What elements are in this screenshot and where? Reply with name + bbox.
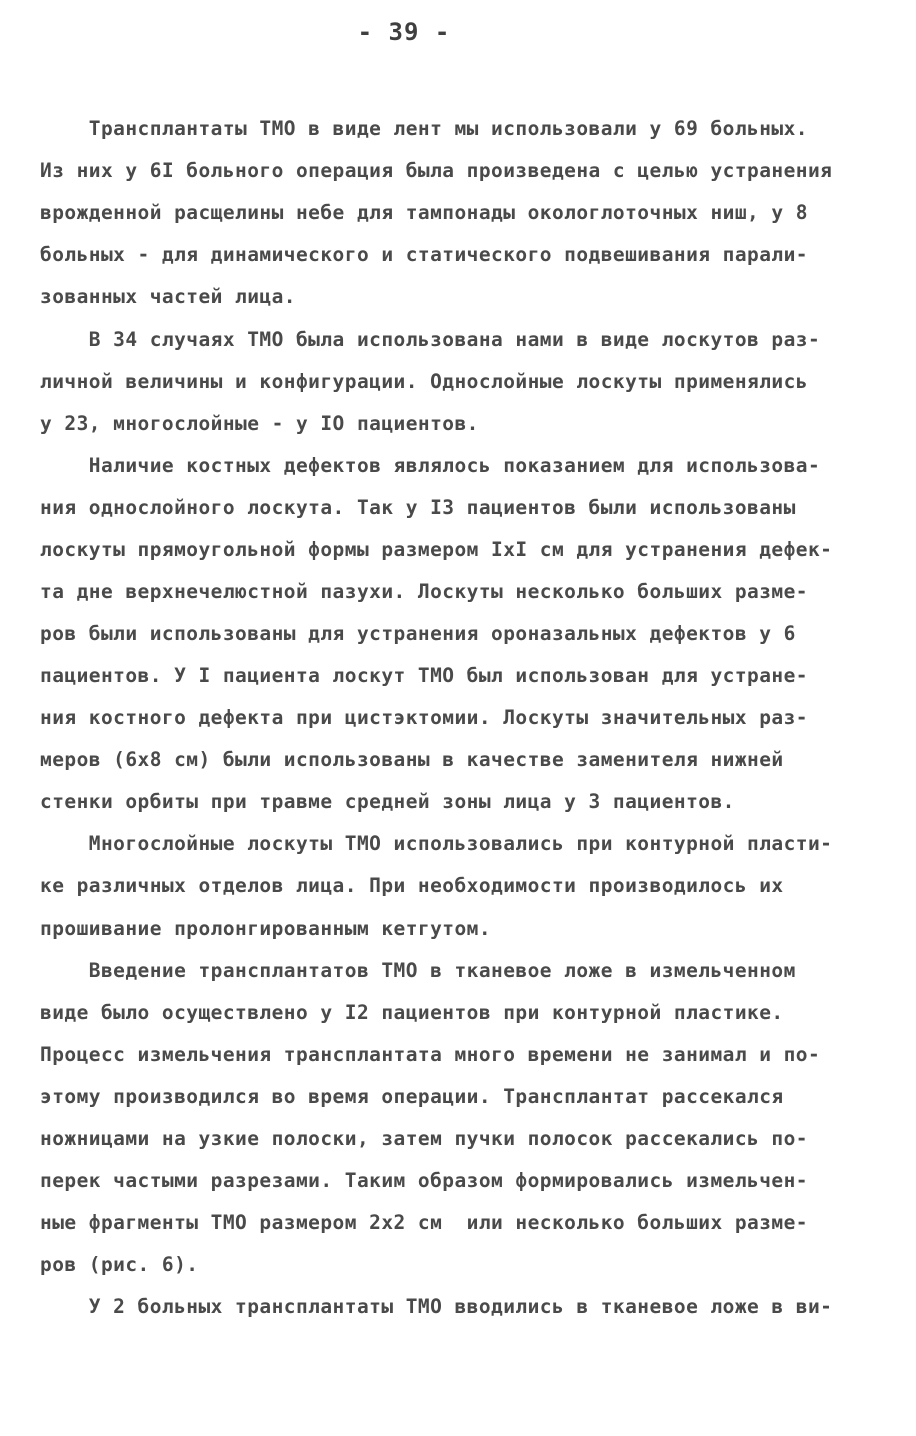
text-line: Из них у 6I больного операция была произведена с целью устранения <box>40 159 833 182</box>
text-line: ния костного дефекта при цистэктомии. Лоскуты значительных раз- <box>40 706 808 729</box>
text-line: больных - для динамического и статического подвешивания парали- <box>40 243 808 266</box>
text-line: та дне верхнечелюстной пазухи. Лоскуты несколько больших разме- <box>40 580 808 603</box>
text-line: Трансплантаты ТМО в виде лент мы использовали у 69 больных. <box>40 117 808 140</box>
text-line: стенки орбиты при травме средней зоны лица у 3 пациентов. <box>40 790 735 813</box>
text-line: ке различных отделов лица. При необходимости производилось их <box>40 874 784 897</box>
text-line: ные фрагменты ТМО размером 2х2 см или несколько больших разме- <box>40 1211 808 1234</box>
text-line: Многослойные лоскуты ТМО использовались при контурной пласти- <box>40 832 833 855</box>
text-line: меров (6х8 см) были использованы в качестве заменителя нижней <box>40 748 784 771</box>
text-line: У 2 больных трансплантаты ТМО вводились в тканевое ложе в ви- <box>40 1295 833 1318</box>
text-line: пациентов. У I пациента лоскут ТМО был использован для устране- <box>40 664 808 687</box>
text-line: В 34 случаях ТМО была использована нами в виде лоскутов раз- <box>40 328 821 351</box>
text-line: Процесс измельчения трансплантата много времени не занимал и по- <box>40 1043 821 1066</box>
text-line: Введение трансплантатов ТМО в тканевое ложе в измельченном <box>40 959 796 982</box>
text-line: ния однослойного лоскута. Так у I3 пациентов были использованы <box>40 496 796 519</box>
text-line: ров были использованы для устранения ороназальных дефектов у 6 <box>40 622 796 645</box>
text-line: перек частыми разрезами. Таким образом формировались измельчен- <box>40 1169 808 1192</box>
text-line: ножницами на узкие полоски, затем пучки полосок рассекались по- <box>40 1127 808 1150</box>
text-line: у 23, многослойные - у IO пациентов. <box>40 412 479 435</box>
page-number: - 39 - <box>357 18 451 46</box>
text-line: прошивание пролонгированным кетгутом. <box>40 917 492 940</box>
text-line: виде было осуществлено у I2 пациентов при контурной пластике. <box>40 1001 784 1024</box>
text-line: Наличие костных дефектов являлось показанием для использова- <box>40 454 821 477</box>
text-line: этому производился во время операции. Трансплантат рассекался <box>40 1085 784 1108</box>
text-line: ров (рис. 6). <box>40 1253 199 1276</box>
text-line: лоскуты прямоугольной формы размером IхI см для устранения дефек- <box>40 538 833 561</box>
text-line: зованных частей лица. <box>40 285 296 308</box>
text-line: личной величины и конфигурации. Однослойные лоскуты применялись <box>40 370 808 393</box>
text-line: врожденной расщелины небе для тампонады окологлоточных ниш, у 8 <box>40 201 808 224</box>
